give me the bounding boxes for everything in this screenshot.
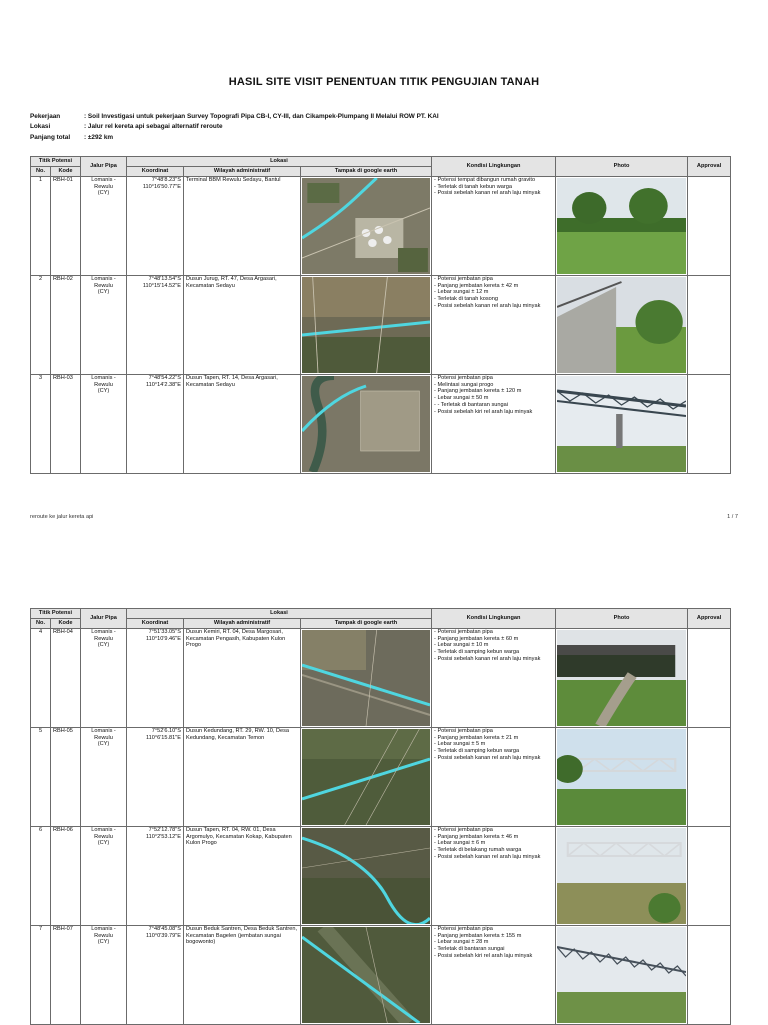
kondisi-line: - - Terletak di bantaran sungai: [434, 401, 508, 408]
page-number: 1 / 7: [727, 514, 738, 520]
row-koordinat: [127, 728, 184, 827]
satellite-map-icon: [302, 630, 430, 726]
header-wilayah: Wilayah administratif: [184, 619, 301, 629]
row-approval[interactable]: [688, 177, 731, 276]
jalur-line: Rewulu: [94, 381, 113, 388]
row-wilayah: Dusun Tapen, RT. 14, Desa Argasari, Kecamatan Sedayu: [184, 375, 301, 474]
footer-note: reroute ke jalur kereta api: [30, 514, 94, 520]
info-value: : Soil Investigasi untuk pekerjaan Survey Topografi Pipa CB-I, CY-III, dan Cikampek-Plumpang II Melalui ROW PT. KAI: [84, 113, 439, 120]
kondisi-line: - Terletak di tanah kebun warga: [434, 183, 512, 190]
kondisi-line: - Potensi jembatan pipa: [434, 375, 493, 381]
kondisi-line: - Posisi sebelah kanan rel arah laju minyak: [434, 190, 541, 197]
row-koordinat: [127, 629, 184, 728]
kondisi-line: - Lebar sungai ± 5 m: [434, 741, 486, 748]
row-approval[interactable]: [688, 728, 731, 827]
koordinat-line: 110°14'2.38"E: [145, 381, 181, 388]
header-approval: Approval: [688, 609, 731, 629]
row-kode: RBH-04: [51, 629, 81, 728]
kondisi-line: - Terletak di bantaran sungai: [434, 946, 505, 953]
header-photo: Photo: [556, 609, 688, 629]
kondisi-line: - Panjang jembatan kereta ± 21 m: [434, 734, 519, 741]
kondisi-line: - Lebar sungai ± 12 m: [434, 289, 489, 296]
row-photo: [556, 629, 688, 728]
info-row-pekerjaan: [30, 112, 439, 122]
header-wilayah: Wilayah administratif: [184, 167, 301, 177]
row-jalur-pipa: [81, 177, 127, 276]
koordinat-line: 110°2'53.12"E: [145, 833, 181, 840]
kondisi-line: - Potensi tempat dibangun rumah gravito: [434, 177, 536, 183]
koordinat-line: 110°15'14.52"E: [142, 282, 181, 289]
header-koordinat: Koordinat: [127, 167, 184, 177]
kondisi-line: - Panjang jembatan kereta ± 46 m: [434, 833, 519, 840]
site-visit-table-page-2: [30, 608, 731, 1025]
kondisi-line: - Potensi jembatan pipa: [434, 629, 493, 635]
table-row: [31, 177, 731, 276]
header-no: No.: [31, 167, 51, 177]
row-kode: RBH-02: [51, 276, 81, 375]
truss-bridge-photo-icon: [557, 729, 686, 825]
row-wilayah: Dusun Kedundang, RT. 29, RW. 10, Desa Kedundang, Kecamatan Temon: [184, 728, 301, 827]
table-row: [31, 629, 731, 728]
header-titik-potensi: Titik Potensi: [31, 609, 81, 619]
row-wilayah: Dusun Beduk Santren, Desa Beduk Santren, Kecamatan Bagelen (jembatan sungai bogowonto): [184, 926, 301, 1025]
kondisi-line: - Potensi jembatan pipa: [434, 926, 493, 932]
row-jalur-pipa: [81, 276, 127, 375]
jalur-line: Lomanis -: [91, 375, 116, 381]
koordinat-line: 110°6'15.81"E: [145, 734, 181, 741]
row-kode: RBH-05: [51, 728, 81, 827]
kondisi-line: - Panjang jembatan kereta ± 120 m: [434, 388, 522, 395]
header-no: No.: [31, 619, 51, 629]
table-row: [31, 375, 731, 474]
info-value: : Jalur rel kereta api sebagai alternatif reroute: [84, 123, 223, 130]
jalur-line: (CY): [97, 190, 110, 197]
table-row: [31, 827, 731, 926]
koordinat-line: 7°52'6.10"S: [151, 728, 181, 734]
kondisi-line: - Terletak di tanah kosong: [434, 296, 498, 303]
header-lokasi: Lokasi: [127, 609, 432, 619]
jalur-line: (CY): [97, 840, 110, 847]
koordinat-line: 7°51'33.05"S: [148, 629, 181, 635]
row-koordinat: [127, 827, 184, 926]
row-koordinat: [127, 375, 184, 474]
row-photo: [556, 375, 688, 474]
row-kondisi: [432, 926, 556, 1025]
kondisi-line: - Posisi sebelah kanan rel arah laju minyak: [434, 853, 541, 860]
field-photo-icon: [557, 178, 686, 274]
jalur-line: Rewulu: [94, 734, 113, 741]
row-photo: [556, 177, 688, 276]
row-jalur-pipa: [81, 728, 127, 827]
row-koordinat: [127, 177, 184, 276]
koordinat-line: 7°48'54.22"S: [148, 375, 181, 381]
row-jalur-pipa: [81, 629, 127, 728]
satellite-map-icon: [302, 277, 430, 373]
kondisi-line: - Panjang jembatan kereta ± 155 m: [434, 932, 522, 939]
jalur-line: Rewulu: [94, 183, 113, 190]
koordinat-line: 7°48'8.23"S: [151, 177, 181, 183]
kondisi-line: - Lebar sungai ± 28 m: [434, 939, 489, 946]
info-value: : ±292 km: [84, 134, 114, 141]
jalur-line: (CY): [97, 388, 110, 395]
header-kode: Kode: [51, 619, 81, 629]
row-map: [301, 276, 432, 375]
row-jalur-pipa: [81, 375, 127, 474]
satellite-map-icon: [302, 376, 430, 472]
row-kode: RBH-06: [51, 827, 81, 926]
row-kondisi: [432, 629, 556, 728]
koordinat-line: 7°52'12.78"S: [148, 827, 181, 833]
row-number: 7: [31, 926, 51, 1025]
row-number: 4: [31, 629, 51, 728]
kondisi-line: - Panjang jembatan kereta ± 60 m: [434, 635, 519, 642]
koordinat-line: 110°16'50.77"E: [142, 183, 181, 190]
row-number: 5: [31, 728, 51, 827]
row-number: 1: [31, 177, 51, 276]
satellite-map-icon: [302, 828, 430, 924]
jalur-line: Rewulu: [94, 833, 113, 840]
row-approval[interactable]: [688, 827, 731, 926]
row-approval[interactable]: [688, 276, 731, 375]
rail-bridge-photo-icon: [557, 277, 686, 373]
satellite-map-icon: [302, 729, 430, 825]
kondisi-line: - Potensi jembatan pipa: [434, 827, 493, 833]
row-kode: RBH-01: [51, 177, 81, 276]
jalur-line: Lomanis -: [91, 177, 116, 183]
row-kondisi: [432, 276, 556, 375]
kondisi-line: - Posisi sebelah kanan rel arah laju minyak: [434, 655, 541, 662]
kondisi-line: - Posisi sebelah kiri rel arah laju minyak: [434, 952, 533, 959]
row-map: [301, 177, 432, 276]
jalur-line: (CY): [97, 939, 110, 946]
kondisi-line: - Potensi jembatan pipa: [434, 728, 493, 734]
bridge-path-photo-icon: [557, 630, 686, 726]
row-koordinat: [127, 276, 184, 375]
kondisi-line: - Posisi sebelah kanan rel arah laju minyak: [434, 302, 541, 309]
row-photo: [556, 276, 688, 375]
kondisi-line: - Panjang jembatan kereta ± 42 m: [434, 282, 519, 289]
kondisi-line: - Lebar sungai ± 50 m: [434, 395, 489, 402]
jalur-line: (CY): [97, 289, 110, 296]
row-kode: RBH-07: [51, 926, 81, 1025]
row-approval[interactable]: [688, 375, 731, 474]
koordinat-line: 110°0'39.79"E: [145, 932, 181, 939]
header-photo: Photo: [556, 157, 688, 177]
kondisi-line: - Lebar sungai ± 6 m: [434, 840, 486, 847]
row-number: 2: [31, 276, 51, 375]
truss-bridge-photo-icon: [557, 927, 686, 1023]
kondisi-line: - Posisi sebelah kanan rel arah laju minyak: [434, 754, 541, 761]
row-number: 6: [31, 827, 51, 926]
row-photo: [556, 728, 688, 827]
koordinat-line: 7°48'45.08"S: [148, 926, 181, 932]
header-jalur-pipa: Jalur Pipa: [81, 157, 127, 177]
truss-bridge-photo-icon: [557, 828, 686, 924]
row-wilayah: Terminal BBM Rewulu Sedayu, Bantul: [184, 177, 301, 276]
row-number: 3: [31, 375, 51, 474]
row-kondisi: [432, 375, 556, 474]
jalur-line: (CY): [97, 741, 110, 748]
header-titik-potensi: Titik Potensi: [31, 157, 81, 167]
info-row-panjang: [30, 133, 113, 143]
info-row-lokasi: [30, 122, 223, 132]
row-map: [301, 375, 432, 474]
kondisi-line: - Lebar sungai ± 10 m: [434, 642, 489, 649]
row-approval[interactable]: [688, 926, 731, 1025]
site-visit-table-page-1: [30, 156, 731, 474]
row-kondisi: [432, 827, 556, 926]
satellite-map-icon: [302, 927, 430, 1023]
header-koordinat: Koordinat: [127, 619, 184, 629]
row-kondisi: [432, 728, 556, 827]
satellite-map-icon: [302, 178, 430, 274]
kondisi-line: - Posisi sebelah kiri rel arah laju minyak: [434, 408, 533, 415]
header-tampak: Tampak di google earth: [301, 167, 432, 177]
row-map: [301, 728, 432, 827]
row-jalur-pipa: [81, 827, 127, 926]
info-label: Panjang total: [30, 134, 71, 141]
row-koordinat: [127, 926, 184, 1025]
row-approval[interactable]: [688, 629, 731, 728]
header-approval: Approval: [688, 157, 731, 177]
kondisi-line: - Terletak di samping kebun warga: [434, 649, 520, 656]
kondisi-line: - Terletak di samping kebun warga: [434, 748, 520, 755]
header-kode: Kode: [51, 167, 81, 177]
info-label: Pekerjaan: [30, 113, 61, 120]
jalur-line: Lomanis -: [91, 276, 116, 282]
jalur-line: Lomanis -: [91, 728, 116, 734]
header-lokasi: Lokasi: [127, 157, 432, 167]
table-row: [31, 276, 731, 375]
row-photo: [556, 827, 688, 926]
row-map: [301, 926, 432, 1025]
row-wilayah: Dusun Kemiri, RT. 04, Desa Margosari, Kecamatan Pengasih, Kabupaten Kulon Progo: [184, 629, 301, 728]
jalur-line: Rewulu: [94, 635, 113, 642]
row-kode: RBH-03: [51, 375, 81, 474]
header-kondisi: Kondisi Lingkungan: [432, 157, 556, 177]
row-kondisi: [432, 177, 556, 276]
koordinat-line: 7°48'13.54"S: [148, 276, 181, 282]
jalur-line: (CY): [97, 642, 110, 649]
koordinat-line: 110°10'9.46"E: [145, 635, 181, 642]
row-jalur-pipa: [81, 926, 127, 1025]
page-title: HASIL SITE VISIT PENENTUAN TITIK PENGUJIAN TANAH: [228, 76, 540, 88]
kondisi-line: - Melintasi sungai progo: [434, 381, 494, 388]
header-kondisi: Kondisi Lingkungan: [432, 609, 556, 629]
jalur-line: Rewulu: [94, 932, 113, 939]
jalur-line: Rewulu: [94, 282, 113, 289]
truss-bridge-photo-icon: [557, 376, 686, 472]
kondisi-line: - Potensi jembatan pipa: [434, 276, 493, 282]
row-photo: [556, 926, 688, 1025]
header-jalur-pipa: Jalur Pipa: [81, 609, 127, 629]
kondisi-line: - Terletak di belakang rumah warga: [434, 847, 522, 854]
row-map: [301, 629, 432, 728]
row-wilayah: Dusun Jurug, RT. 47, Desa Argasari, Kecamatan Sedayu: [184, 276, 301, 375]
table-row: [31, 728, 731, 827]
row-wilayah: Dusun Tapen, RT. 04, RW. 01, Desa Argomulyo, Kecamatan Kokap, Kabupaten Kulon Progo: [184, 827, 301, 926]
row-map: [301, 827, 432, 926]
jalur-line: Lomanis -: [91, 629, 116, 635]
jalur-line: Lomanis -: [91, 926, 116, 932]
jalur-line: Lomanis -: [91, 827, 116, 833]
header-tampak: Tampak di google earth: [301, 619, 432, 629]
table-row: [31, 926, 731, 1025]
info-label: Lokasi: [30, 123, 51, 130]
